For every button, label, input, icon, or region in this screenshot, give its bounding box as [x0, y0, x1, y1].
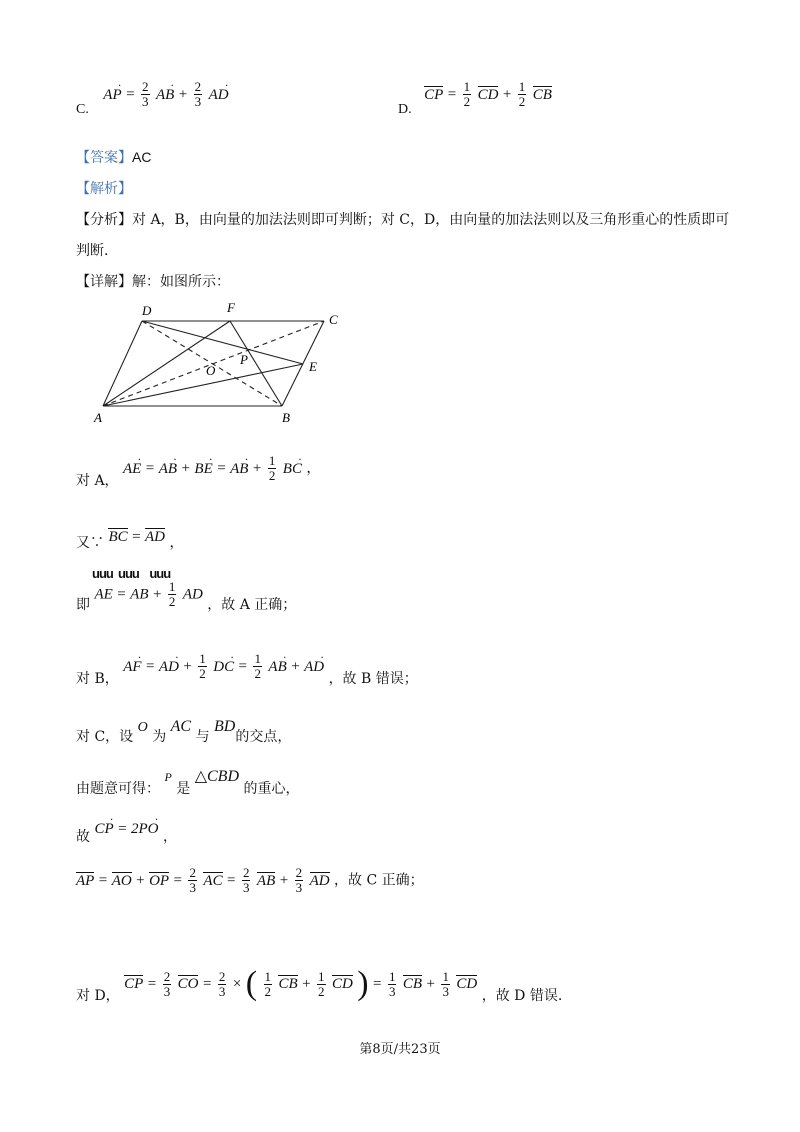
- analysis-line: [76, 178, 132, 198]
- line-b-suffix: ，故 B 错误；: [328, 670, 418, 687]
- line-d-frac1: $\frac{2}{3}$: [163, 968, 171, 999]
- line-ji-lhs: AE: [94, 586, 113, 603]
- option-c-lhs: AP ·: [103, 87, 121, 104]
- option-d-v1: CD: [477, 86, 499, 103]
- line-ji-arrows: [92, 566, 170, 581]
- line-c-yu: 与: [195, 729, 210, 745]
- label-p: P: [240, 352, 248, 367]
- line-b-lhs: AF ·: [123, 659, 141, 676]
- option-d-label: D.: [398, 101, 412, 117]
- fenxi-line-2: [76, 240, 108, 260]
- line-ap-frac3: $\frac{2}{3}$: [295, 865, 303, 895]
- line-b: 对 B， AF · = AD · + $\frac{1}{2}$ DC · = $\frac{1}{2}$ AB · + AD · ，故 B 错误；: [76, 652, 418, 681]
- line-b-v1: AD ·: [159, 659, 179, 676]
- line-a-v4: BC ·: [283, 461, 302, 478]
- fenxi-tag: 【分析】: [76, 212, 132, 228]
- line-d-frac6: $\frac{1}{3}$: [442, 968, 449, 999]
- line-a: 对 A， AE · = AB · + BE · = AB · + $\frac{1}{2}$ BC · ，: [76, 454, 320, 483]
- line-you-v1: BC: [108, 529, 128, 545]
- line-ti-suffix: 的重心，: [243, 781, 300, 797]
- line-d-lhs: CP: [124, 976, 144, 992]
- option-c-frac2: $\frac{2}{3}$: [194, 79, 202, 109]
- line-ap-v4: AB: [256, 872, 276, 889]
- line-d-v1: CO: [177, 976, 199, 992]
- line-ti-shi: 是: [176, 781, 191, 797]
- line-d-prefix: 对 D，: [76, 988, 120, 1004]
- page-footer: [0, 1038, 800, 1057]
- answer-line: [76, 147, 151, 167]
- xiangjie-line: [76, 271, 230, 291]
- line-c: [76, 716, 292, 745]
- line-a-lhs: AE ·: [123, 461, 141, 478]
- label-o: O: [206, 363, 216, 378]
- label-d: D: [142, 303, 152, 318]
- label-b: B: [282, 410, 290, 425]
- line-you-suffix: ，: [169, 535, 184, 551]
- line-d-frac4: $\frac{1}{2}$: [318, 968, 325, 999]
- line-c-ac: AC: [170, 718, 192, 735]
- line-c-prefix: 对 C，设: [76, 729, 134, 745]
- answer-value: AC: [132, 149, 152, 165]
- fenxi-text-2: 判断.: [76, 243, 109, 259]
- line-gu-suffix: ，: [162, 829, 177, 845]
- line-ap: AP = AO + OP = $\frac{2}{3}$ AC = $\frac{2}{3}$ AB + $\frac{2}{3}$ AD ，故 C 正确；: [76, 865, 424, 895]
- line-c-wei: 为: [152, 729, 167, 745]
- line-ap-suffix: ，故 C 正确；: [334, 872, 424, 889]
- line-a-v1: AB ·: [159, 461, 177, 478]
- option-c-frac1: $\frac{2}{3}$: [142, 79, 149, 109]
- analysis-tag: 【解析】: [76, 181, 132, 197]
- label-a: A: [94, 410, 102, 425]
- line-ji-suffix: ，故 A 正确；: [207, 596, 297, 613]
- line-a-prefix: 对 A，: [76, 472, 119, 489]
- line-ap-v1: AO: [111, 872, 132, 889]
- line-d-frac2: $\frac{2}{3}$: [218, 968, 226, 999]
- line-ji-v2: AD: [182, 586, 203, 603]
- line-gu-prefix: 故: [76, 829, 90, 845]
- line-ji-frac: $\frac{1}{2}$: [168, 579, 176, 609]
- line-d: 对 D， CP = $\frac{2}{3}$ CO = $\frac{2}{3}$ × ( $\frac{1}{2}$ CB + $\frac{1}{2}$ CD ) = $\frac{1}{3}$ CB + $\frac{1}{3}$ CD ，故 D 错误.: [76, 965, 563, 1004]
- answer-tag: 【答案】: [76, 150, 132, 166]
- line-you-v2: AD: [145, 529, 165, 545]
- line-you-prefix: 又∵: [76, 535, 104, 551]
- line-c-bd: BD: [214, 718, 236, 735]
- line-ap-frac2: $\frac{2}{3}$: [242, 865, 250, 895]
- line-ap-v5: AD: [309, 872, 330, 889]
- line-b-frac1: $\frac{1}{2}$: [199, 651, 206, 681]
- option-d: D. CP = $\frac{1}{2}$ CD + $\frac{1}{2}$ CB: [398, 79, 552, 117]
- line-d-v3: CD: [331, 976, 353, 992]
- line-a-suffix: ，: [306, 460, 321, 477]
- option-d-frac2: $\frac{1}{2}$: [518, 79, 526, 109]
- label-c: C: [329, 312, 338, 327]
- label-f: F: [227, 300, 235, 315]
- label-e: E: [309, 359, 317, 374]
- line-b-v4: AD ·: [304, 659, 324, 676]
- line-d-frac5: $\frac{1}{3}$: [388, 968, 396, 999]
- line-ti-prefix: 由题意可得：: [76, 781, 160, 797]
- line-ji-prefix: 即: [76, 596, 90, 613]
- line-ap-v2: OP: [149, 872, 170, 889]
- option-d-lhs: CP: [424, 86, 444, 103]
- xiangjie-tag: 【详解】: [76, 274, 132, 290]
- seg-ae: [103, 364, 303, 406]
- line-a-v2: BE ·: [194, 461, 212, 478]
- parallelogram-figure: [90, 296, 350, 431]
- line-d-v2: CB: [278, 976, 298, 992]
- line-ap-v3: AC: [203, 872, 223, 889]
- line-ti: [76, 766, 300, 797]
- line-b-v3: AB ·: [268, 659, 286, 676]
- line-d-frac3: $\frac{1}{2}$: [264, 968, 272, 999]
- option-c-label: C.: [76, 101, 89, 117]
- line-ti-p: P: [164, 770, 172, 784]
- option-d-frac1: $\frac{1}{2}$: [463, 79, 471, 109]
- seg-fb: [230, 321, 282, 406]
- line-b-prefix: 对 B，: [76, 670, 119, 687]
- fenxi-line-1: [76, 209, 729, 229]
- line-ti-tri: △CBD: [194, 768, 240, 785]
- line-gu-rhs: 2PO ·: [131, 821, 159, 838]
- line-a-frac: $\frac{1}{2}$: [268, 453, 276, 483]
- line-d-v5: CD: [456, 976, 478, 992]
- option-c-v2: AD ·: [209, 87, 229, 104]
- line-ji-arrow-marks: uuu uuu uuu: [92, 566, 171, 581]
- line-d-v4: CB: [402, 976, 423, 992]
- line-c-suffix: 的交点，: [235, 729, 292, 745]
- line-c-o: O: [137, 720, 148, 735]
- line-a-v3: AB ·: [230, 461, 248, 478]
- line-ji: 即 AE = AB + $\frac{1}{2}$ AD ，故 A 正确；: [76, 579, 297, 613]
- option-d-v2: CB: [532, 86, 552, 103]
- line-gu: 故 CP · = 2PO · ，: [76, 818, 177, 838]
- line-ap-frac1: $\frac{2}{3}$: [189, 865, 196, 895]
- page-number: 第8页/共23页: [359, 1042, 441, 1057]
- line-you: 又∵ BC = AD ，: [76, 529, 184, 551]
- option-c-v1: AB ·: [156, 87, 174, 104]
- line-d-suffix: ，故 D 错误.: [481, 988, 563, 1004]
- xiangjie-text: 解：如图所示：: [132, 274, 230, 290]
- line-b-frac2: $\frac{1}{2}$: [254, 651, 261, 681]
- line-b-v2: DC ·: [213, 659, 234, 676]
- line-gu-lhs: CP ·: [94, 821, 113, 838]
- fenxi-text-1: 对 A，B，由向量的加法法则即可判断；对 C，D，由向量的加法法则以及三角形重心的性质即可: [132, 212, 730, 228]
- option-c: C. AP · = $\frac{2}{3}$ AB · + $\frac{2}{3}$ AD ·: [76, 80, 229, 109]
- seg-de: [142, 321, 303, 364]
- line-ap-lhs: AP: [76, 872, 95, 889]
- line-ji-v1: AB: [130, 586, 149, 603]
